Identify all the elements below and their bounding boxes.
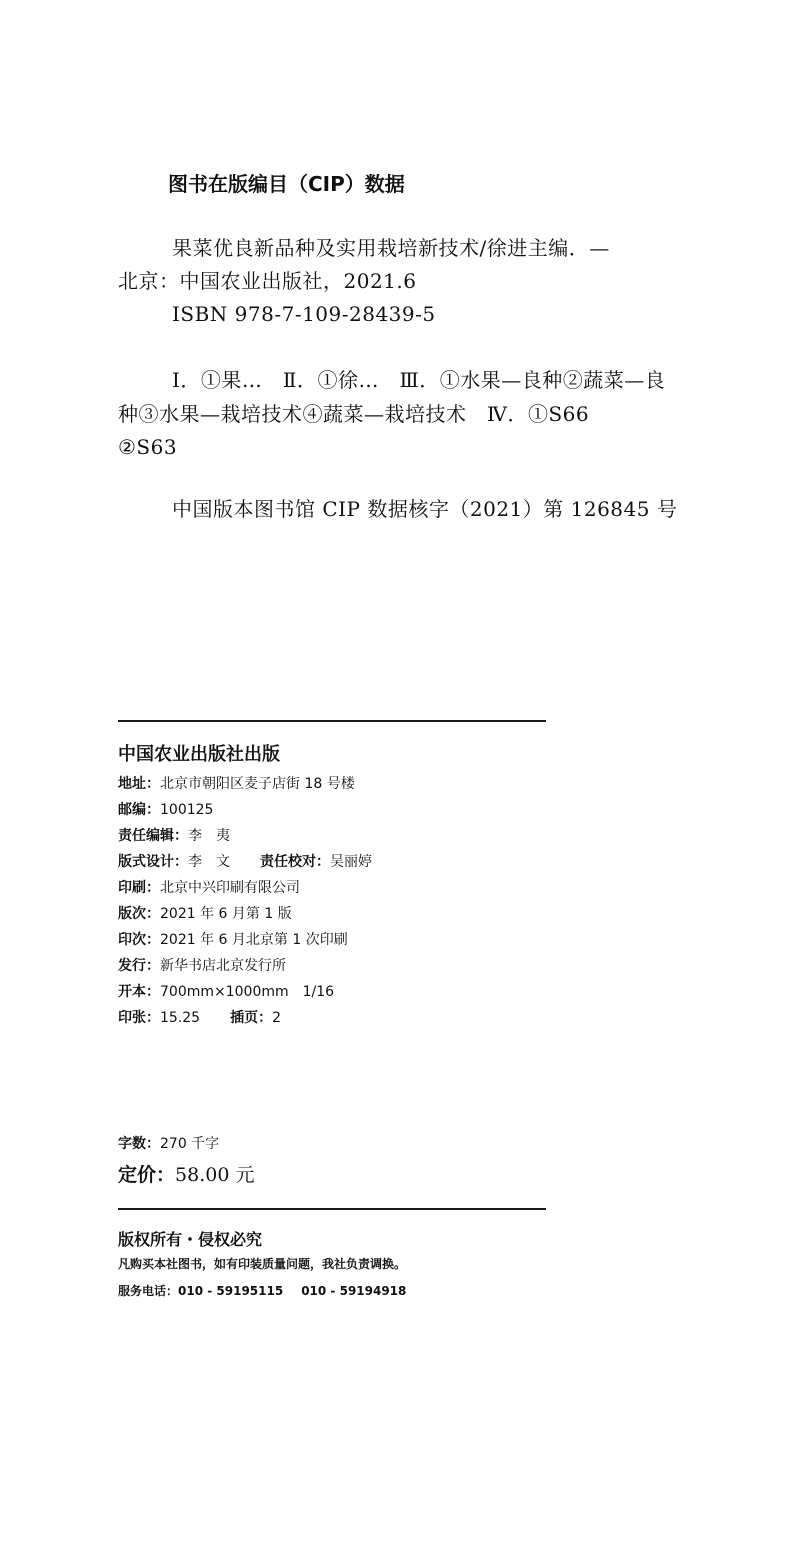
distributor-row	[118, 956, 286, 976]
price-label: 定价：	[118, 1164, 176, 1186]
editor-value: 李 夷	[188, 828, 230, 844]
printer-value: 北京中兴印刷有限公司	[160, 880, 300, 896]
phone-number-1: 010 - 59195115	[178, 1284, 284, 1298]
cip-isbn: ISBN 978-7-109-28439-5	[172, 302, 436, 326]
format-label: 开本：	[118, 984, 160, 1000]
sheets-value: 15.25	[160, 1010, 201, 1026]
words-value: 270 千字	[160, 1136, 220, 1152]
edition-value: 2021 年 6 月第 1 版	[160, 906, 292, 922]
cip-title-line: 果菜优良新品种及实用栽培新技术/徐进主编．—	[172, 236, 610, 260]
address-label: 地址：	[118, 776, 160, 792]
printer-label: 印刷：	[118, 880, 160, 896]
address-row	[118, 774, 355, 794]
design-value: 李 文	[188, 854, 230, 870]
sheets-row	[118, 1008, 281, 1028]
distributor-label: 发行：	[118, 958, 160, 974]
postcode-row	[118, 800, 213, 820]
postcode-value: 100125	[160, 802, 214, 818]
price-value: 58.00 元	[175, 1164, 255, 1186]
rights-notice: 凡购买本社图书，如有印装质量问题，我社负责调换。	[118, 1257, 407, 1271]
edition-label: 版次：	[118, 906, 160, 922]
cip-classification-line-1: Ⅰ．①果… Ⅱ．①徐… Ⅲ．①水果—良种②蔬菜—良	[172, 368, 666, 392]
printing-value: 2021 年 6 月北京第 1 次印刷	[160, 932, 348, 948]
editor-row	[118, 826, 230, 846]
words-label: 字数：	[118, 1136, 160, 1152]
distributor-value: 新华书店北京发行所	[160, 958, 286, 974]
sheets-label: 印张：	[118, 1010, 160, 1026]
address-value: 北京市朝阳区麦子店街 18 号楼	[160, 776, 355, 792]
words-row	[118, 1134, 219, 1154]
rights-title: 版权所有・侵权必究	[118, 1230, 263, 1249]
divider-bottom	[118, 1208, 546, 1210]
phone-label: 服务电话：	[118, 1284, 179, 1298]
inserts-value: 2	[272, 1010, 282, 1026]
format-value: 700mm×1000mm 1/16	[160, 984, 335, 1000]
design-proof-row	[118, 852, 372, 872]
cip-classification-line-3: ②S63	[118, 435, 178, 459]
price-row	[118, 1160, 254, 1187]
divider-top	[118, 720, 546, 722]
edition-row	[118, 904, 292, 924]
cip-heading: 图书在版编目（CIP）数据	[168, 172, 405, 196]
phone-number-2: 010 - 59194918	[301, 1284, 407, 1298]
cip-publisher-line: 北京：中国农业出版社，2021.6	[118, 269, 417, 293]
postcode-label: 邮编：	[118, 802, 160, 818]
publisher-name: 中国农业出版社出版	[118, 744, 280, 765]
editor-label: 责任编辑：	[118, 828, 188, 844]
cip-record-number: 中国版本图书馆 CIP 数据核字（2021）第 126845 号	[172, 497, 678, 521]
printer-row	[118, 878, 300, 898]
inserts-label: 插页：	[230, 1010, 273, 1026]
design-label: 版式设计：	[118, 854, 188, 870]
cip-classification-line-2: 种③水果—栽培技术④蔬菜—栽培技术 Ⅳ．①S66	[118, 402, 590, 426]
printing-row	[118, 930, 348, 950]
format-row	[118, 982, 334, 1002]
proof-value: 吴丽婷	[330, 854, 372, 870]
service-phone-row	[118, 1282, 406, 1299]
printing-label: 印次：	[118, 932, 160, 948]
proof-label: 责任校对：	[260, 854, 330, 870]
